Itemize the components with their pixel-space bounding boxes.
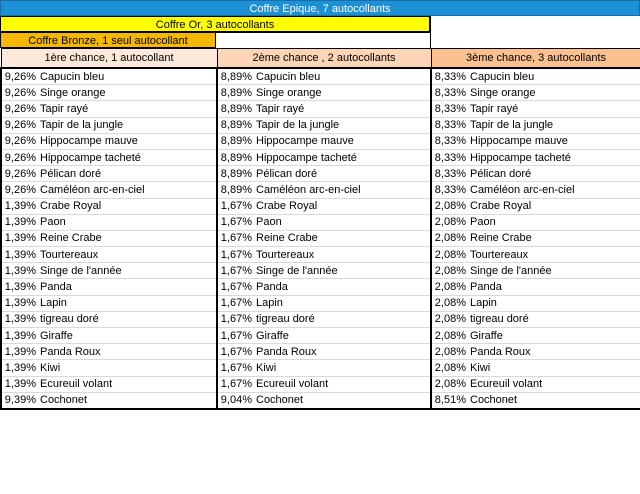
sticker-name: tigreau doré	[40, 313, 99, 326]
probability-value: 1,39%	[4, 361, 36, 374]
sticker-name: Paon	[256, 216, 282, 229]
sticker-name: Kiwi	[40, 361, 61, 374]
sticker-name: Panda Roux	[470, 345, 531, 358]
cell-content	[2, 215, 216, 230]
probability-value: 2,08%	[434, 248, 466, 261]
cell-content	[432, 360, 640, 375]
probability-value: 1,67%	[220, 232, 252, 245]
cell-content	[432, 166, 640, 181]
probability-table	[0, 48, 640, 410]
cell-content	[2, 360, 216, 375]
empty-cell[interactable]	[430, 16, 640, 48]
sticker-name: Crabe Royal	[470, 200, 532, 213]
table-cell-chance-3[interactable]	[431, 328, 640, 344]
probability-value: 1,39%	[4, 281, 36, 294]
probability-value: 9,39%	[4, 394, 36, 407]
cell-content	[2, 231, 216, 246]
table-row	[1, 328, 640, 344]
sticker-name: Hippocampe tacheté	[256, 151, 357, 164]
sticker-name: Tapir de la jungle	[256, 119, 340, 132]
probability-value: 8,33%	[434, 151, 466, 164]
table-row	[1, 311, 640, 327]
probability-value: 2,08%	[434, 329, 466, 342]
sticker-name: Singe orange	[470, 86, 536, 99]
sticker-name: Giraffe	[470, 329, 503, 342]
probability-value: 1,67%	[220, 281, 252, 294]
cell-content	[218, 263, 430, 278]
table-cell-chance-3[interactable]	[431, 149, 640, 165]
cell-content	[2, 69, 216, 84]
sticker-name: Lapin	[256, 297, 283, 310]
probability-value: 2,08%	[434, 361, 466, 374]
table-row	[1, 392, 640, 409]
cell-content	[218, 166, 430, 181]
sticker-name: Hippocampe mauve	[40, 135, 138, 148]
probability-value: 9,04%	[220, 394, 252, 407]
cell-content	[2, 393, 216, 408]
sticker-name: Lapin	[40, 297, 67, 310]
cell-content	[2, 312, 216, 327]
table-cell-chance-1[interactable]	[1, 214, 217, 230]
probability-value: 1,67%	[220, 378, 252, 391]
probability-value: 9,26%	[4, 167, 36, 180]
cell-content	[2, 150, 216, 165]
probability-value: 2,08%	[434, 216, 466, 229]
cell-content	[432, 296, 640, 311]
sticker-name: Panda Roux	[256, 345, 317, 358]
cell-content	[2, 182, 216, 197]
sticker-name: Hippocampe tacheté	[40, 151, 141, 164]
table-row	[1, 263, 640, 279]
column-header-3eme-chance[interactable]: 3ème chance, 3 autocollants	[431, 49, 640, 69]
table-row	[1, 279, 640, 295]
cell-content	[432, 101, 640, 116]
table-cell-chance-1[interactable]	[1, 85, 217, 101]
probability-value: 1,67%	[220, 216, 252, 229]
cell-content	[2, 101, 216, 116]
probability-value: 8,89%	[220, 70, 252, 83]
table-row	[1, 149, 640, 165]
probability-value: 8,89%	[220, 135, 252, 148]
table-row	[1, 68, 640, 85]
sticker-name: Tapir de la jungle	[40, 119, 124, 132]
cell-content	[218, 328, 430, 343]
probability-value: 8,33%	[434, 167, 466, 180]
probability-value: 8,33%	[434, 70, 466, 83]
cell-content	[432, 377, 640, 392]
probability-value: 8,51%	[434, 394, 466, 407]
probability-value: 2,08%	[434, 232, 466, 245]
cell-content	[218, 215, 430, 230]
table-row	[1, 295, 640, 311]
table-cell-chance-1[interactable]	[1, 328, 217, 344]
probability-value: 1,39%	[4, 313, 36, 326]
sticker-name: Panda	[40, 281, 72, 294]
cell-content	[2, 296, 216, 311]
table-body	[1, 68, 640, 409]
cell-content	[432, 134, 640, 149]
cell-content	[432, 69, 640, 84]
table-row	[1, 230, 640, 246]
cell-content	[218, 247, 430, 262]
table-cell-chance-1[interactable]	[1, 198, 217, 214]
probability-value: 9,26%	[4, 86, 36, 99]
sticker-name: Giraffe	[40, 329, 73, 342]
sticker-name: Panda	[470, 281, 502, 294]
cell-content	[218, 312, 430, 327]
probability-value: 1,39%	[4, 378, 36, 391]
probability-value: 1,67%	[220, 329, 252, 342]
sticker-name: Paon	[470, 216, 496, 229]
table-cell-chance-3[interactable]	[431, 198, 640, 214]
cell-content	[432, 263, 640, 278]
probability-value: 8,89%	[220, 167, 252, 180]
sticker-name: Capucin bleu	[40, 70, 105, 83]
sticker-name: Panda Roux	[40, 345, 101, 358]
table-cell-chance-3[interactable]	[431, 392, 640, 409]
sticker-name: tigreau doré	[256, 313, 315, 326]
cell-content	[2, 85, 216, 100]
probability-value: 8,33%	[434, 135, 466, 148]
cell-content	[432, 280, 640, 295]
sticker-name: Capucin bleu	[470, 70, 535, 83]
sticker-name: Crabe Royal	[256, 200, 318, 213]
table-cell-chance-3[interactable]	[431, 311, 640, 327]
cell-content	[2, 280, 216, 295]
sticker-name: Pélican doré	[256, 167, 318, 180]
probability-value: 1,67%	[220, 297, 252, 310]
probability-value: 1,39%	[4, 329, 36, 342]
table-cell-chance-1[interactable]	[1, 360, 217, 376]
sticker-name: Tourtereaux	[470, 248, 529, 261]
probability-value: 1,39%	[4, 297, 36, 310]
table-cell-chance-2[interactable]	[217, 392, 431, 409]
header-coffre-bronze[interactable]: Coffre Bronze, 1 seul autocollant	[0, 32, 216, 48]
cell-content	[432, 199, 640, 214]
cell-content	[218, 69, 430, 84]
probability-value: 8,33%	[434, 102, 466, 115]
table-cell-chance-2[interactable]	[217, 247, 431, 263]
header-coffre-or[interactable]: Coffre Or, 3 autocollants	[0, 16, 430, 32]
table-cell-chance-2[interactable]	[217, 149, 431, 165]
cell-content	[218, 134, 430, 149]
cell-content	[218, 101, 430, 116]
table-cell-chance-1[interactable]	[1, 166, 217, 182]
table-cell-chance-2[interactable]	[217, 263, 431, 279]
table-cell-chance-1[interactable]	[1, 247, 217, 263]
probability-value: 1,39%	[4, 216, 36, 229]
table-cell-chance-2[interactable]	[217, 311, 431, 327]
sticker-name: Reine Crabe	[40, 232, 102, 245]
cell-content	[432, 231, 640, 246]
probability-value: 2,08%	[434, 200, 466, 213]
sticker-name: Singe orange	[256, 86, 322, 99]
empty-cell[interactable]	[216, 32, 430, 48]
table-cell-chance-3[interactable]	[431, 214, 640, 230]
probability-value: 1,39%	[4, 345, 36, 358]
table-row	[1, 182, 640, 198]
probability-value: 1,39%	[4, 232, 36, 245]
probability-value: 9,26%	[4, 183, 36, 196]
sticker-name: Pélican doré	[470, 167, 532, 180]
sticker-name: Pélican doré	[40, 167, 102, 180]
table-cell-chance-3[interactable]	[431, 68, 640, 85]
table-cell-chance-3[interactable]	[431, 376, 640, 392]
sticker-name: Singe orange	[40, 86, 106, 99]
table-cell-chance-1[interactable]	[1, 182, 217, 198]
probability-value: 8,33%	[434, 86, 466, 99]
table-cell-chance-2[interactable]	[217, 344, 431, 360]
cell-content	[432, 150, 640, 165]
sticker-name: Ecureuil volant	[40, 378, 113, 391]
probability-value: 2,08%	[434, 313, 466, 326]
table-cell-chance-2[interactable]	[217, 279, 431, 295]
probability-value: 1,67%	[220, 264, 252, 277]
sticker-name: Singe de l'année	[256, 264, 338, 277]
cell-content	[218, 182, 430, 197]
cell-content	[218, 296, 430, 311]
table-cell-chance-3[interactable]	[431, 279, 640, 295]
probability-value: 1,39%	[4, 200, 36, 213]
table-row	[1, 360, 640, 376]
cell-content	[432, 247, 640, 262]
table-cell-chance-3[interactable]	[431, 166, 640, 182]
probability-value: 1,39%	[4, 264, 36, 277]
probability-value: 1,67%	[220, 345, 252, 358]
sticker-name: Ecureuil volant	[256, 378, 329, 391]
sticker-name: Panda	[256, 281, 288, 294]
sticker-name: Tapir rayé	[256, 102, 305, 115]
table-cell-chance-1[interactable]	[1, 376, 217, 392]
table-cell-chance-1[interactable]	[1, 230, 217, 246]
sticker-name: Kiwi	[470, 361, 491, 374]
sticker-name: Cochonet	[470, 394, 518, 407]
table-row	[1, 214, 640, 230]
table-cell-chance-3[interactable]	[431, 230, 640, 246]
probability-value: 1,67%	[220, 361, 252, 374]
probability-value: 2,08%	[434, 281, 466, 294]
probability-value: 8,33%	[434, 119, 466, 132]
table-cell-chance-1[interactable]	[1, 263, 217, 279]
probability-value: 9,26%	[4, 151, 36, 164]
cell-content	[2, 166, 216, 181]
sticker-name: Crabe Royal	[40, 200, 102, 213]
table-cell-chance-3[interactable]	[431, 85, 640, 101]
cell-content	[432, 344, 640, 359]
sticker-name: Caméléon arc-en-ciel	[256, 183, 361, 196]
cell-content	[218, 118, 430, 133]
table-cell-chance-1[interactable]	[1, 149, 217, 165]
table-row	[1, 166, 640, 182]
probability-value: 8,89%	[220, 119, 252, 132]
cell-content	[432, 118, 640, 133]
cell-content	[2, 118, 216, 133]
table-cell-chance-3[interactable]	[431, 344, 640, 360]
column-header-1ere-chance[interactable]: 1ère chance, 1 autocollant	[1, 49, 217, 69]
sticker-name: Paon	[40, 216, 66, 229]
table-cell-chance-1[interactable]	[1, 133, 217, 149]
table-cell-chance-3[interactable]	[431, 101, 640, 117]
probability-value: 9,26%	[4, 102, 36, 115]
cell-content	[218, 85, 430, 100]
table-cell-chance-3[interactable]	[431, 117, 640, 133]
table-cell-chance-2[interactable]	[217, 360, 431, 376]
cell-content	[432, 85, 640, 100]
sticker-name: Reine Crabe	[470, 232, 532, 245]
table-cell-chance-1[interactable]	[1, 68, 217, 85]
probability-value: 8,89%	[220, 86, 252, 99]
cell-content	[218, 150, 430, 165]
sticker-name: Hippocampe mauve	[470, 135, 568, 148]
table-cell-chance-3[interactable]	[431, 247, 640, 263]
cell-content	[218, 393, 430, 408]
cell-content	[218, 199, 430, 214]
table-cell-chance-1[interactable]	[1, 392, 217, 409]
cell-content	[2, 199, 216, 214]
column-header-row	[1, 49, 640, 69]
probability-value: 8,89%	[220, 183, 252, 196]
cell-content	[2, 134, 216, 149]
sticker-name: Singe de l'année	[470, 264, 552, 277]
sticker-name: Giraffe	[256, 329, 289, 342]
cell-content	[218, 280, 430, 295]
sticker-name: Tapir de la jungle	[470, 119, 554, 132]
sticker-name: Tapir rayé	[40, 102, 89, 115]
table-cell-chance-1[interactable]	[1, 311, 217, 327]
cell-content	[218, 231, 430, 246]
probability-value: 9,26%	[4, 135, 36, 148]
table-cell-chance-2[interactable]	[217, 198, 431, 214]
sticker-name: Cochonet	[40, 394, 88, 407]
sticker-name: Caméléon arc-en-ciel	[40, 183, 145, 196]
table-row	[1, 344, 640, 360]
table-cell-chance-2[interactable]	[217, 166, 431, 182]
probability-value: 2,08%	[434, 378, 466, 391]
probability-value: 9,26%	[4, 119, 36, 132]
table-cell-chance-3[interactable]	[431, 133, 640, 149]
sticker-name: Lapin	[470, 297, 497, 310]
cell-content	[432, 393, 640, 408]
cell-content	[2, 263, 216, 278]
sticker-name: Singe de l'année	[40, 264, 122, 277]
sticker-name: Hippocampe tacheté	[470, 151, 571, 164]
cell-content	[432, 215, 640, 230]
cell-content	[2, 344, 216, 359]
cell-content	[218, 377, 430, 392]
probability-value: 2,08%	[434, 264, 466, 277]
cell-content	[432, 182, 640, 197]
table-cell-chance-2[interactable]	[217, 376, 431, 392]
table-cell-chance-1[interactable]	[1, 117, 217, 133]
probability-value: 1,67%	[220, 200, 252, 213]
table-cell-chance-1[interactable]	[1, 279, 217, 295]
table-row	[1, 247, 640, 263]
sticker-name: Cochonet	[256, 394, 304, 407]
sticker-name: Hippocampe mauve	[256, 135, 354, 148]
column-header-2eme-chance[interactable]: 2ème chance , 2 autocollants	[217, 49, 431, 69]
table-row	[1, 101, 640, 117]
table-cell-chance-1[interactable]	[1, 101, 217, 117]
sticker-name: Tourtereaux	[256, 248, 315, 261]
table-cell-chance-2[interactable]	[217, 85, 431, 101]
probability-value: 1,67%	[220, 248, 252, 261]
probability-value: 2,08%	[434, 297, 466, 310]
table-cell-chance-2[interactable]	[217, 328, 431, 344]
table-cell-chance-2[interactable]	[217, 214, 431, 230]
table-cell-chance-2[interactable]	[217, 101, 431, 117]
table-cell-chance-2[interactable]	[217, 68, 431, 85]
probability-value: 8,89%	[220, 102, 252, 115]
cell-content	[2, 377, 216, 392]
header-coffre-epique[interactable]: Coffre Epique, 7 autocollants	[0, 0, 640, 16]
table-cell-chance-3[interactable]	[431, 182, 640, 198]
probability-value: 8,89%	[220, 151, 252, 164]
probability-value: 2,08%	[434, 345, 466, 358]
sticker-name: Ecureuil volant	[470, 378, 543, 391]
cell-content	[218, 344, 430, 359]
table-row	[1, 198, 640, 214]
sticker-name: Caméléon arc-en-ciel	[470, 183, 575, 196]
cell-content	[432, 328, 640, 343]
probability-value: 9,26%	[4, 70, 36, 83]
table-cell-chance-3[interactable]	[431, 263, 640, 279]
cell-content	[2, 247, 216, 262]
cell-content	[432, 312, 640, 327]
table-cell-chance-1[interactable]	[1, 295, 217, 311]
probability-value: 1,67%	[220, 313, 252, 326]
sticker-name: Capucin bleu	[256, 70, 321, 83]
cell-content	[218, 360, 430, 375]
sticker-name: Tourtereaux	[40, 248, 99, 261]
sticker-name: Tapir rayé	[470, 102, 519, 115]
table-row	[1, 85, 640, 101]
probability-value: 8,33%	[434, 183, 466, 196]
table-cell-chance-2[interactable]	[217, 117, 431, 133]
table-cell-chance-2[interactable]	[217, 133, 431, 149]
probability-value: 1,39%	[4, 248, 36, 261]
sticker-name: tigreau doré	[470, 313, 529, 326]
table-cell-chance-1[interactable]	[1, 344, 217, 360]
cell-content	[2, 328, 216, 343]
table-row	[1, 133, 640, 149]
table-cell-chance-3[interactable]	[431, 295, 640, 311]
table-cell-chance-3[interactable]	[431, 360, 640, 376]
table-row	[1, 376, 640, 392]
table-cell-chance-2[interactable]	[217, 182, 431, 198]
sticker-name: Reine Crabe	[256, 232, 318, 245]
table-cell-chance-2[interactable]	[217, 230, 431, 246]
table-row	[1, 117, 640, 133]
table-cell-chance-2[interactable]	[217, 295, 431, 311]
sticker-name: Kiwi	[256, 361, 277, 374]
